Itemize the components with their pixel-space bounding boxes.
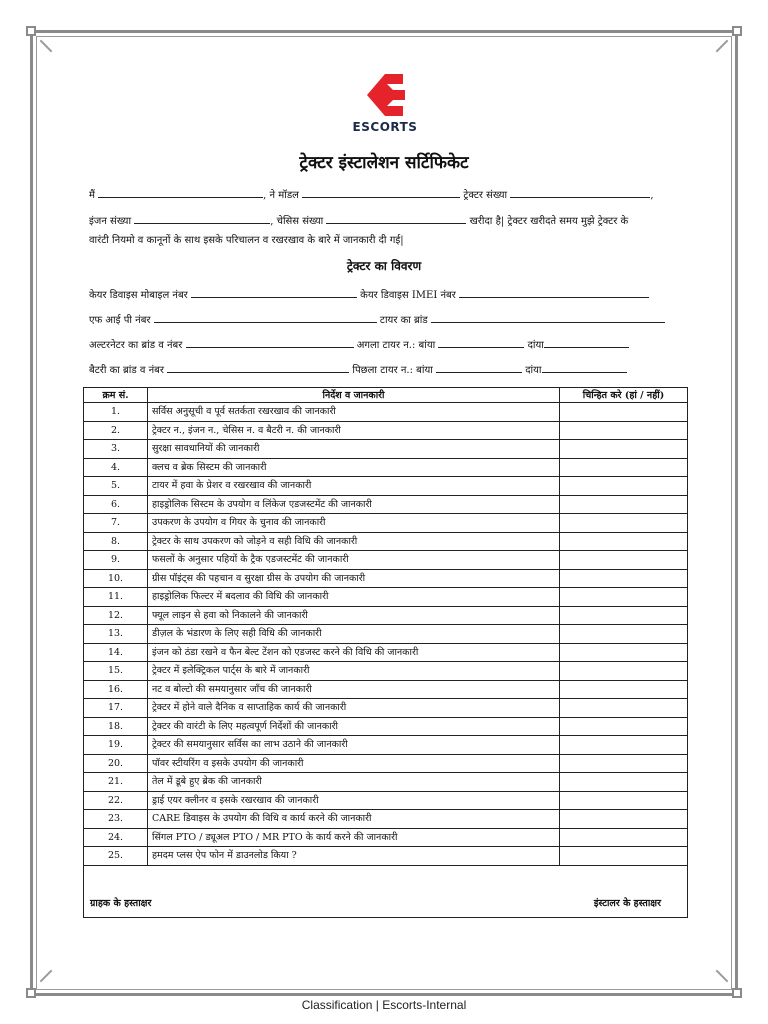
table-row — [84, 440, 688, 459]
table-row — [84, 828, 688, 847]
label-chassis-number: , चेसिस संख्या — [270, 216, 324, 227]
table-row — [84, 625, 688, 644]
row-instruction: सर्विस अनुसूची व पूर्व सतर्कता रखरखाव की जानकारी — [148, 403, 560, 422]
row-instruction: सुरक्षा सावधानियों की जानकारी — [148, 440, 560, 459]
signature-row — [84, 865, 688, 917]
table-row — [84, 569, 688, 588]
row-mark-cell[interactable] — [560, 625, 688, 644]
row-number: 18. — [84, 717, 148, 736]
label-battery: बैटरी का ब्रांड व नंबर — [89, 365, 164, 376]
front-tyre-left-field[interactable] — [438, 337, 524, 348]
row-instruction: सिंगल PTO / ड्यूअल PTO / MR PTO के कार्य करने की जानकारी — [148, 828, 560, 847]
row-number: 24. — [84, 828, 148, 847]
row-mark-cell[interactable] — [560, 754, 688, 773]
row-mark-cell[interactable] — [560, 421, 688, 440]
row-instruction: ट्रेक्टर के साथ उपकरण को जोड़ने व सही विधि की जानकारी — [148, 532, 560, 551]
row-mark-cell[interactable] — [560, 791, 688, 810]
row-instruction: ट्रेक्टर में इलेक्ट्रिकल पार्ट्स के बारे में जानकारी — [148, 662, 560, 681]
label-alternator: अल्टरनेटर का ब्रांड व नंबर — [89, 340, 183, 351]
row-instruction: ट्रेक्टर की समयानुसार सर्विस का लाभ उठाने की जानकारी — [148, 736, 560, 755]
escorts-logo — [350, 72, 420, 134]
row-mark-cell[interactable] — [560, 643, 688, 662]
row-number: 12. — [84, 606, 148, 625]
label-model: , ने मॉडल — [263, 190, 299, 201]
row-instruction: हाइड्रोलिक फिल्टर में बदलाव की विधि की जानकारी — [148, 588, 560, 607]
row-number: 7. — [84, 514, 148, 533]
comma: , — [650, 190, 654, 201]
table-row — [84, 736, 688, 755]
label-rear-tyre: पिछला टायर न.: बांया — [352, 365, 433, 376]
row-instruction: उपकरण के उपयोग व गियर के चुनाव की जानकारी — [148, 514, 560, 533]
tractor-number-field[interactable] — [510, 187, 650, 198]
row-instruction: पॉवर स्टीयरिंग व इसके उपयोग की जानकारी — [148, 754, 560, 773]
row-number: 15. — [84, 662, 148, 681]
table-row — [84, 847, 688, 866]
row-mark-cell[interactable] — [560, 588, 688, 607]
table-row — [84, 810, 688, 829]
label-right: दांया — [525, 365, 542, 376]
row-instruction: इंजन को ठंडा रखने व फैन बेल्ट टेंशन को एडजस्ट करने की विधि की जानकारी — [148, 643, 560, 662]
row-number: 14. — [84, 643, 148, 662]
row-mark-cell[interactable] — [560, 477, 688, 496]
model-field[interactable] — [302, 187, 460, 198]
table-row — [84, 754, 688, 773]
table-row — [84, 551, 688, 570]
label-right: दांया — [527, 340, 544, 351]
row-instruction: नट व बोल्टो की समयानुसार जाँच की जानकारी — [148, 680, 560, 699]
care-imei-field[interactable] — [459, 287, 649, 298]
row-number: 13. — [84, 625, 148, 644]
label-main: मैं — [89, 190, 95, 201]
row-instruction: तेल में डूबे हुए ब्रेक की जानकारी — [148, 773, 560, 792]
customer-name-field[interactable] — [98, 187, 263, 198]
table-row — [84, 791, 688, 810]
row-mark-cell[interactable] — [560, 773, 688, 792]
row-mark-cell[interactable] — [560, 551, 688, 570]
row-instruction: ड्राई एयर क्लीनर व इसके रखरखाव की जानकारी — [148, 791, 560, 810]
front-tyre-right-field[interactable] — [544, 337, 629, 348]
intro-line-1 — [89, 187, 654, 201]
border-corner — [26, 26, 36, 36]
table-row — [84, 662, 688, 681]
row-mark-cell[interactable] — [560, 736, 688, 755]
row-instruction: फसलों के अनुसार पहियों के ट्रैक एडजस्टमेंट की जानकारी — [148, 551, 560, 570]
row-number: 17. — [84, 699, 148, 718]
row-instruction: ट्रेक्टर न., इंजन न., चेसिस न. व बैटरी न. की जानकारी — [148, 421, 560, 440]
section-title: ट्रेक्टर का विवरण — [346, 259, 422, 273]
label-tyre-brand: टायर का ब्रांड — [379, 315, 428, 326]
row-mark-cell[interactable] — [560, 532, 688, 551]
escorts-logo-icon — [363, 72, 407, 118]
row-number: 16. — [84, 680, 148, 699]
detail-row-3 — [89, 337, 629, 351]
detail-row-1 — [89, 287, 649, 301]
table-row — [84, 403, 688, 422]
row-number: 19. — [84, 736, 148, 755]
table-row — [84, 680, 688, 699]
engine-number-field[interactable] — [134, 213, 270, 224]
row-number: 21. — [84, 773, 148, 792]
row-mark-cell[interactable] — [560, 828, 688, 847]
table-row — [84, 514, 688, 533]
chassis-number-field[interactable] — [326, 213, 466, 224]
fip-field[interactable] — [154, 312, 377, 323]
rear-tyre-right-field[interactable] — [542, 362, 627, 373]
row-number: 2. — [84, 421, 148, 440]
table-row — [84, 606, 688, 625]
checklist-table — [83, 387, 688, 918]
label-purchased: खरीदा है| ट्रेक्टर खरीदते समय मुझे ट्रेक्टर के — [469, 216, 629, 227]
logo-text: ESCORTS — [352, 120, 418, 134]
row-number: 6. — [84, 495, 148, 514]
intro-line-3: वारंटी नियमो व कानूनों के साथ इसके परिचालन व रखरखाव के बारे में जानकारी दी गई| — [89, 235, 404, 246]
classification-footer: Classification | Escorts-Internal — [301, 998, 467, 1012]
rear-tyre-left-field[interactable] — [436, 362, 522, 373]
detail-row-2 — [89, 312, 665, 326]
row-number: 8. — [84, 532, 148, 551]
row-number: 22. — [84, 791, 148, 810]
row-number: 25. — [84, 847, 148, 866]
customer-signature-label: ग्राहक के हस्ताक्षर — [90, 897, 152, 909]
table-row — [84, 717, 688, 736]
table-row — [84, 773, 688, 792]
row-number: 23. — [84, 810, 148, 829]
table-row — [84, 588, 688, 607]
row-number: 1. — [84, 403, 148, 422]
row-mark-cell[interactable] — [560, 495, 688, 514]
row-mark-cell[interactable] — [560, 810, 688, 829]
row-mark-cell[interactable] — [560, 514, 688, 533]
row-number: 9. — [84, 551, 148, 570]
row-instruction: CARE डिवाइस के उपयोग की विधि व कार्य करने की जानकारी — [148, 810, 560, 829]
page-title: ट्रेक्टर इंस्टालेशन सर्टिफिकेट — [299, 153, 469, 173]
table-row — [84, 643, 688, 662]
border-corner — [732, 988, 742, 998]
row-mark-cell[interactable] — [560, 458, 688, 477]
label-engine-number: इंजन संख्या — [89, 216, 132, 227]
row-mark-cell[interactable] — [560, 662, 688, 681]
row-mark-cell[interactable] — [560, 717, 688, 736]
table-row — [84, 532, 688, 551]
row-instruction: क्लच व ब्रेक सिस्टम की जानकारी — [148, 458, 560, 477]
row-instruction: ट्रेक्टर में होने वाले दैनिक व साप्ताहिक कार्य की जानकारी — [148, 699, 560, 718]
header-mark: चिन्हित करे (हां / नहीं) — [560, 388, 688, 403]
row-number: 4. — [84, 458, 148, 477]
row-number: 20. — [84, 754, 148, 773]
table-row — [84, 477, 688, 496]
label-fip: एफ आई पी नंबर — [89, 315, 151, 326]
row-number: 11. — [84, 588, 148, 607]
border-corner — [26, 988, 36, 998]
row-mark-cell[interactable] — [560, 699, 688, 718]
row-mark-cell[interactable] — [560, 403, 688, 422]
row-instruction: ग्रीस पॉइंट्स की पहचान व सुरक्षा ग्रीस के उपयोग की जानकारी — [148, 569, 560, 588]
row-mark-cell[interactable] — [560, 847, 688, 866]
table-row — [84, 495, 688, 514]
row-instruction: डीज़ल के भंडारण के लिए सही विधि की जानकारी — [148, 625, 560, 644]
row-mark-cell[interactable] — [560, 606, 688, 625]
battery-field[interactable] — [167, 362, 349, 373]
row-number: 5. — [84, 477, 148, 496]
installer-signature-label: इंस्टालर के हस्ताक्षर — [593, 897, 661, 909]
tyre-brand-field[interactable] — [431, 312, 665, 323]
detail-row-4 — [89, 362, 627, 376]
header-instructions: निर्देश व जानकारी — [148, 388, 560, 403]
table-header-row — [84, 388, 688, 403]
signature-cell — [84, 865, 688, 917]
label-care-imei: केयर डिवाइस IMEI नंबर — [360, 290, 456, 301]
row-instruction: फ्यूल लाइन से हवा को निकालने की जानकारी — [148, 606, 560, 625]
row-instruction: टायर में हवा के प्रेशर व रखरखाव की जानकारी — [148, 477, 560, 496]
row-mark-cell[interactable] — [560, 680, 688, 699]
header-serial: क्रम सं. — [84, 388, 148, 403]
label-tractor-number: ट्रेक्टर संख्या — [463, 190, 508, 201]
alternator-field[interactable] — [186, 337, 354, 348]
table-row — [84, 458, 688, 477]
border-corner — [732, 26, 742, 36]
row-number: 10. — [84, 569, 148, 588]
table-row — [84, 699, 688, 718]
label-front-tyre: अगला टायर न.: बांया — [356, 340, 436, 351]
care-mobile-field[interactable] — [191, 287, 357, 298]
row-instruction: हाइड्रोलिक सिस्टम के उपयोग व लिंकेज एडजस्टमेंट की जानकारी — [148, 495, 560, 514]
row-number: 3. — [84, 440, 148, 459]
row-instruction: ट्रेक्टर की वारंटी के लिए महत्वपूर्ण निर्देशों की जानकारी — [148, 717, 560, 736]
table-row — [84, 421, 688, 440]
label-care-mobile: केयर डिवाइस मोबाइल नंबर — [89, 290, 188, 301]
row-mark-cell[interactable] — [560, 440, 688, 459]
row-mark-cell[interactable] — [560, 569, 688, 588]
row-instruction: हमदम प्लस ऐप फोन में डाउनलोड किया ? — [148, 847, 560, 866]
intro-line-2 — [89, 213, 628, 227]
